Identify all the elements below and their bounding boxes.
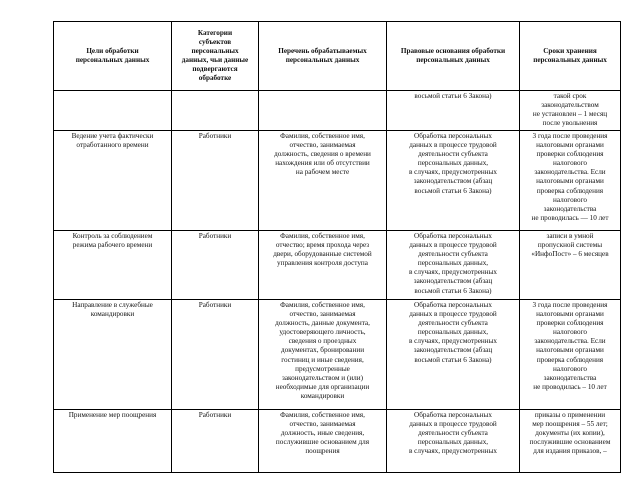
cell-text-line: Применение мер поощрения [68,411,157,419]
cell-text-line: законодательства [543,373,597,382]
cell-text-line: не проводилась — 10 лет [531,213,609,222]
cell-text-line: Направление в служебные [72,301,153,309]
cell-text-line: налоговыми органами [536,177,604,186]
table-header-row [54,22,621,91]
cell-text-line: законодательства. Если [534,168,606,177]
cell-text: Работники [198,232,232,240]
cell-retention-term [520,231,621,300]
cell-text-line: законодательством (абзац [413,346,493,355]
cell-text-line: 3 года после проведения [532,132,608,140]
cell-text-line: 3 года после проведения [532,301,608,309]
cell-legal-basis [387,410,520,473]
cell-text-line: пропускной системы [537,241,603,250]
cell-text-line: предусмотренные [295,364,350,373]
header-goals [54,22,172,91]
cell-text-line: законодательства. Если [534,337,606,346]
cell-text-line: персональных данных, [417,259,489,268]
cell-text-line: Фамилия, собственное имя, [280,232,365,240]
table-row [54,231,621,300]
cell-text-line: законодательством (абзац [413,177,493,186]
cell-text-line: законодательством и (или) [281,373,364,382]
header-text: персональных данных [533,56,607,64]
cell-text-line: Обработка персональных [414,411,492,419]
cell-text-line: Обработка персональных [414,132,492,140]
cell-text-line: приказы о применении [534,411,606,419]
cell-text-line: отчество, занимаемая [289,420,356,429]
cell-text-line: налоговыми органами [536,346,604,355]
cell-category [172,91,259,131]
cell-text-line: деятельности субъекта [418,319,488,328]
cell-category [172,410,259,473]
cell-text: Работники [198,301,232,309]
cell-text-line: Контроль за соблюдением [72,232,153,240]
cell-data-list [259,410,387,473]
cell-text-line: Фамилия, собственное имя, [280,301,365,309]
cell-text-line: Фамилия, собственное имя, [280,132,365,140]
cell-retention-term [520,131,621,231]
cell-text-line: в случаях, предусмотренных [408,337,497,346]
cell-text-line: деятельности субъекта [418,250,488,259]
header-text: подвергаются [192,65,238,74]
cell-text-line: налогового [553,159,587,168]
cell-text-line: налоговыми органами [536,141,604,150]
cell-text-line: удостоверяющего личность, [279,328,366,337]
cell-legal-basis [387,300,520,410]
header-text: Категории [197,28,233,37]
cell-text-line: отработанного времени [76,141,149,150]
cell-text: Работники [198,132,232,140]
cell-data-list [259,131,387,231]
cell-legal-basis [387,91,520,131]
cell-text-line: отчество, занимаемая [289,310,356,319]
cell-text-line: Обработка персональных [414,232,492,240]
header-text: персональных [191,46,239,55]
header-terms [520,22,621,91]
header-legal [387,22,520,91]
cell-text-line: послужившие основанием [529,438,611,447]
cell-text-line: Фамилия, собственное имя, [280,411,365,419]
cell-text-line: такой срок [553,92,587,100]
cell-text-line: гостиниц и иные сведения, [281,355,364,364]
cell-text-line: поощрения [305,447,340,456]
cell-text-line: данных в процессе трудовой [409,141,497,150]
cell-text-line: законодательства [543,204,597,213]
cell-text-line: проверки соблюдения [536,150,604,159]
cell-text-line: персональных данных, [417,328,489,337]
cell-text-line: законодательством (абзац [413,277,493,286]
table-row [54,300,621,410]
cell-text-line: должность, сведения о времени [274,150,371,159]
cell-text-line: налогового [553,328,587,337]
cell-text-line: восьмой статьи 6 Закона) [414,186,492,195]
cell-text-line: двери, оборудованные системой [273,250,372,259]
cell-text-line: деятельности субъекта [418,429,488,438]
cell-text-line: для издания приказов, – [533,447,607,456]
table-row [54,91,621,131]
cell-text-line: мер поощрения – 55 лет; [532,420,608,429]
cell-category [172,231,259,300]
cell-text-line: на рабочем месте [295,168,350,177]
cell-text-line: данных в процессе трудовой [409,310,497,319]
cell-text-line: законодательством [541,101,599,110]
cell-text-line: восьмой статьи 6 Закона) [414,92,492,100]
cell-text-line: не проводилась – 10 лет [533,382,607,391]
personal-data-processing-table [53,21,621,473]
cell-retention-term [520,91,621,131]
table-row [54,131,621,231]
cell-goal [54,91,172,131]
cell-text-line: документах, бронировании [280,346,365,355]
cell-text-line: в случаях, предусмотренных [408,268,497,277]
cell-text-line: в случаях, предусмотренных [408,447,497,456]
table-body [54,91,621,473]
cell-text-line: нахождения или об отсутствии [275,159,370,168]
cell-text-line: режима рабочего времени [72,241,153,250]
cell-text-line: Ведение учета фактически [71,132,154,140]
header-text: Сроки хранения [543,46,597,55]
cell-text-line: управления контроля доступа [277,259,368,268]
cell-text-line: командировки [300,391,345,400]
header-text: данных, чьи данные [181,56,249,64]
cell-legal-basis [387,131,520,231]
cell-text-line: не установлен – 1 месяц [532,110,608,119]
cell-text-line: налоговыми органами [536,310,604,319]
cell-text-line: должность, иные сведения, [280,429,365,438]
cell-data-list [259,91,387,131]
header-text: персональных данных [75,56,150,64]
cell-text-line: налогового [553,195,587,204]
cell-text-line: персональных данных, [417,159,489,168]
cell-text-line: записи в умной [546,232,594,240]
header-text: Правовые основания обработки [400,46,506,55]
cell-text-line: послужившие основанием для [275,438,370,447]
cell-text-line: должность, данные документа, [275,319,370,328]
cell-goal [54,300,172,410]
cell-text-line: после увольнения [542,119,598,128]
cell-goal [54,231,172,300]
cell-goal [54,410,172,473]
cell-legal-basis [387,231,520,300]
header-text: обработке [198,74,232,83]
cell-text-line: проверка соблюдения [536,355,604,364]
cell-text-line: отчество, занимаемая [289,141,356,150]
cell-category [172,300,259,410]
cell-text-line: сведения о проездных [288,337,357,346]
cell-text-line: документы (их копии), [535,429,605,438]
cell-text-line: деятельности субъекта [418,150,488,159]
header-text: Цели обработки [86,46,139,55]
header-text: субъектов [198,37,232,46]
cell-text-line: необходимые для организации [275,382,370,391]
header-text: Перечень обрабатываемых [278,46,367,55]
cell-text-line: Обработка персональных [414,301,492,309]
cell-goal [54,131,172,231]
cell-text-line: восьмой статьи 6 Закона) [414,286,492,295]
cell-text-line: командировки [90,310,135,319]
cell-text-line: проверка соблюдения [536,186,604,195]
cell-category [172,131,259,231]
header-categories [172,22,259,91]
cell-text-line: налогового [553,364,587,373]
header-list [259,22,387,91]
header-text: персональных данных [285,56,360,64]
cell-text-line: отчество; время прохода через [275,241,370,250]
cell-text-line: проверки соблюдения [536,319,604,328]
cell-data-list [259,231,387,300]
cell-text-line: данных в процессе трудовой [409,420,497,429]
cell-text-line: персональных данных, [417,438,489,447]
cell-text-line: восьмой статьи 6 Закона) [414,355,492,364]
cell-text-line: данных в процессе трудовой [409,241,497,250]
cell-text-line: в случаях, предусмотренных [408,168,497,177]
header-text: персональных данных [416,56,490,64]
cell-text-line: «ИнфоПост» – 6 месяцев [531,250,609,259]
cell-retention-term [520,300,621,410]
cell-retention-term [520,410,621,473]
cell-data-list [259,300,387,410]
table-row [54,410,621,473]
cell-text: Работники [198,411,232,419]
